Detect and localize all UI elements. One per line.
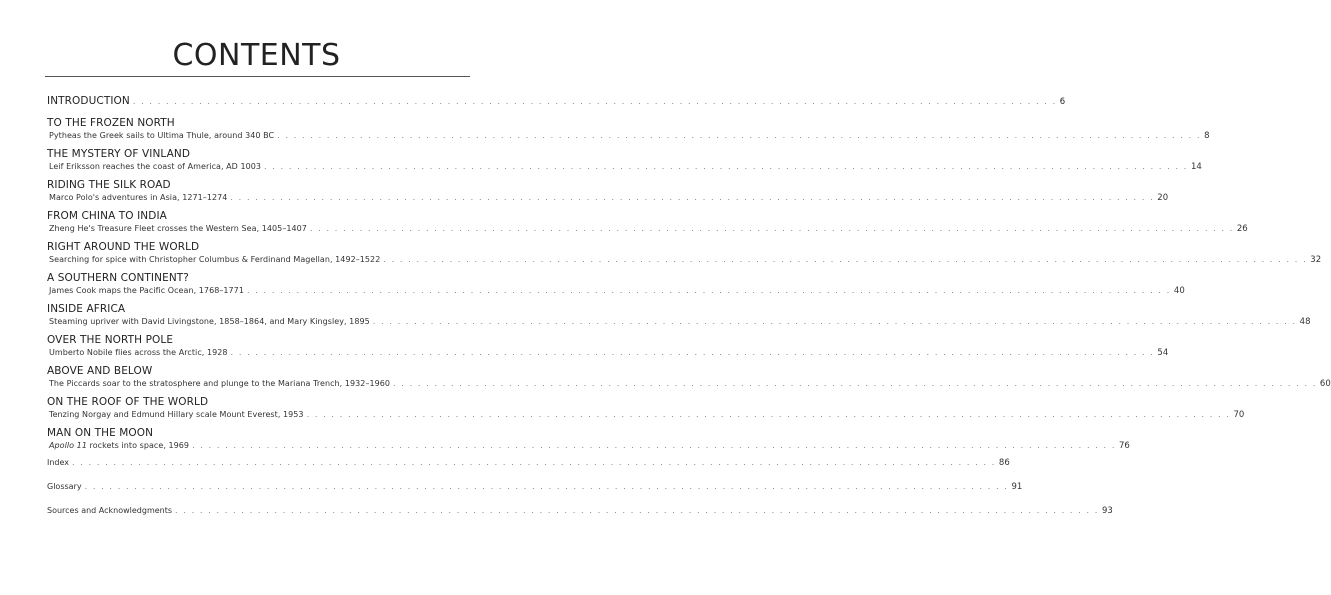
page-number: 20 xyxy=(1157,193,1169,203)
dot-leader: . . . . . . . . . . . . . . . . . . . . . . . . . . . . . . . . . . . . . . . . . . . . . . . . . . . . . . . . . . . . . . . . . . . . . . . . . . . . . . . . . . . . . . . . . . . . . . . . . . . . . . . . . . . . . . . . xyxy=(246,286,1171,295)
chapter-subtitle-line xyxy=(47,255,1322,272)
toc-entry-chapter[interactable] xyxy=(47,334,1169,365)
page-number: 86 xyxy=(998,458,1010,468)
dot-leader: . . . . . . . . . . . . . . . . . . . . . . . . . . . . . . . . . . . . . . . . . . . . . . . . . . . . . . . . . . . . . . . . . . . . . . . . . . . . . . . . . . . . . . . . . . . . . . . . . . . . . . . . . . . . . . . . xyxy=(372,317,1297,326)
dot-leader: . . . . . . . . . . . . . . . . . . . . . . . . . . . . . . . . . . . . . . . . . . . . . . . . . . . . . . . . . . . . . . . . . . . . . . . . . . . . . . . . . . . . . . . . . . . . . . . . . . . . . . . . . . . . . . . . xyxy=(84,482,1009,491)
chapter-subtitle-line xyxy=(47,410,1245,427)
chapter-subtitle-line xyxy=(47,441,1130,458)
entry-title: INTRODUCTION xyxy=(47,95,130,107)
chapter-title: A SOUTHERN CONTINENT? xyxy=(47,272,189,284)
page-number: 40 xyxy=(1173,286,1185,296)
toc-entry-chapter[interactable] xyxy=(47,179,1169,210)
toc-entry-introduction[interactable] xyxy=(47,95,1066,112)
dot-leader: . . . . . . . . . . . . . . . . . . . . . . . . . . . . . . . . . . . . . . . . . . . . . . . . . . . . . . . . . . . . . . . . . . . . . . . . . . . . . . . . . . . . . . . . . . . . . . . . . . . . . . . . . . . . . . . . xyxy=(72,458,996,467)
page-number: 76 xyxy=(1118,441,1130,451)
chapter-subtitle: Tenzing Norgay and Edmund Hillary scale Mount Everest, 1953 xyxy=(49,410,304,419)
dot-leader: . . . . . . . . . . . . . . . . . . . . . . . . . . . . . . . . . . . . . . . . . . . . . . . . . . . . . . . . . . . . . . . . . . . . . . . . . . . . . . . . . . . . . . . . . . . . . . . . . . . . . . . . . . . . . . . . xyxy=(132,97,1057,106)
chapter-subtitle: Searching for spice with Christopher Columbus & Ferdinand Magellan, 1492–1522 xyxy=(49,255,381,264)
chapter-subtitle xyxy=(49,441,189,450)
chapter-subtitle-line xyxy=(47,224,1248,241)
entry-title: Index xyxy=(47,458,70,467)
chapter-subtitle: Marco Polo's adventures in Asia, 1271–1274 xyxy=(49,193,228,202)
dot-leader: . . . . . . . . . . . . . . . . . . . . . . . . . . . . . . . . . . . . . . . . . . . . . . . . . . . . . . . . . . . . . . . . . . . . . . . . . . . . . . . . . . . . . . . . . . . . . . . . . . . . . . . . . . . . . . . . xyxy=(393,379,1317,388)
dot-leader: . . . . . . . . . . . . . . . . . . . . . . . . . . . . . . . . . . . . . . . . . . . . . . . . . . . . . . . . . . . . . . . . . . . . . . . . . . . . . . . . . . . . . . . . . . . . . . . . . . . . . . . . . . . . . . . . xyxy=(309,224,1234,233)
page-number: 32 xyxy=(1310,255,1322,265)
chapter-subtitle: Steaming upriver with David Livingstone, 1858–1864, and Mary Kingsley, 1895 xyxy=(49,317,370,326)
chapter-title: RIDING THE SILK ROAD xyxy=(47,179,171,191)
chapter-subtitle-rest: rockets into space, 1969 xyxy=(86,441,190,450)
dot-leader: . . . . . . . . . . . . . . . . . . . . . . . . . . . . . . . . . . . . . . . . . . . . . . . . . . . . . . . . . . . . . . . . . . . . . . . . . . . . . . . . . . . . . . . . . . . . . . . . . . . . . . . . . . . . . . . . xyxy=(383,255,1308,264)
chapter-subtitle-line xyxy=(47,317,1311,334)
toc-entry-chapter[interactable] xyxy=(47,396,1245,427)
toc-entry-chapter[interactable] xyxy=(47,148,1202,179)
toc-entry-chapter[interactable] xyxy=(47,427,1130,458)
page-number: 48 xyxy=(1299,317,1311,327)
toc-entry-chapter[interactable] xyxy=(47,365,1331,396)
chapter-title: MAN ON THE MOON xyxy=(47,427,154,439)
chapter-subtitle-line xyxy=(47,348,1169,365)
dot-leader: . . . . . . . . . . . . . . . . . . . . . . . . . . . . . . . . . . . . . . . . . . . . . . . . . . . . . . . . . . . . . . . . . . . . . . . . . . . . . . . . . . . . . . . . . . . . . . . . . . . . . . . . . . . . . . . . xyxy=(306,410,1231,419)
toc-entry-index[interactable] xyxy=(47,458,1010,482)
chapter-title: THE MYSTERY OF VINLAND xyxy=(47,148,191,160)
dot-leader: . . . . . . . . . . . . . . . . . . . . . . . . . . . . . . . . . . . . . . . . . . . . . . . . . . . . . . . . . . . . . . . . . . . . . . . . . . . . . . . . . . . . . . . . . . . . . . . . . . . . . . . . . . . . . . . . xyxy=(192,441,1116,450)
chapter-subtitle: The Piccards soar to the stratosphere and plunge to the Mariana Trench, 1932–1960 xyxy=(49,379,391,388)
table-of-contents xyxy=(47,95,1331,530)
page-number: 91 xyxy=(1011,482,1023,492)
chapter-subtitle-line xyxy=(47,162,1202,179)
page-number: 6 xyxy=(1059,97,1066,107)
page-number: 26 xyxy=(1236,224,1248,234)
page-number: 70 xyxy=(1233,410,1245,420)
chapter-title: ON THE ROOF OF THE WORLD xyxy=(47,396,209,408)
toc-entry-chapter[interactable] xyxy=(47,210,1248,241)
page-number: 54 xyxy=(1157,348,1169,358)
dot-leader: . . . . . . . . . . . . . . . . . . . . . . . . . . . . . . . . . . . . . . . . . . . . . . . . . . . . . . . . . . . . . . . . . . . . . . . . . . . . . . . . . . . . . . . . . . . . . . . . . . . . . . . . . . . . . . . . xyxy=(230,348,1155,357)
chapter-title: INSIDE AFRICA xyxy=(47,303,126,315)
chapter-subtitle-line xyxy=(47,286,1185,303)
chapter-title: TO THE FROZEN NORTH xyxy=(47,117,175,129)
toc-entry-chapter[interactable] xyxy=(47,117,1210,148)
toc-entry-chapter[interactable] xyxy=(47,241,1322,272)
chapter-subtitle: Pytheas the Greek sails to Ultima Thule, around 340 BC xyxy=(49,131,275,140)
title-rule xyxy=(45,76,470,77)
chapter-subtitle: Umberto Nobile flies across the Arctic, 1928 xyxy=(49,348,228,357)
entry-title: Glossary xyxy=(47,482,82,491)
toc-entry-glossary[interactable] xyxy=(47,482,1023,506)
page-number: 8 xyxy=(1204,131,1210,141)
chapter-subtitle: Zheng He's Treasure Fleet crosses the Western Sea, 1405–1407 xyxy=(49,224,307,233)
chapter-title: OVER THE NORTH POLE xyxy=(47,334,174,346)
toc-entry-sources[interactable] xyxy=(47,506,1113,530)
toc-entry-chapter[interactable] xyxy=(47,303,1311,334)
chapter-subtitle: Leif Eriksson reaches the coast of America, AD 1003 xyxy=(49,162,262,171)
chapter-title: RIGHT AROUND THE WORLD xyxy=(47,241,200,253)
page-number: 14 xyxy=(1190,162,1202,172)
chapter-subtitle-line xyxy=(47,193,1169,210)
entry-title: Sources and Acknowledgments xyxy=(47,506,173,515)
dot-leader: . . . . . . . . . . . . . . . . . . . . . . . . . . . . . . . . . . . . . . . . . . . . . . . . . . . . . . . . . . . . . . . . . . . . . . . . . . . . . . . . . . . . . . . . . . . . . . . . . . . . . . . . . . . . . . . . xyxy=(264,162,1188,171)
spacecraft-name: Apollo 11 xyxy=(49,441,87,450)
dot-leader: . . . . . . . . . . . . . . . . . . . . . . . . . . . . . . . . . . . . . . . . . . . . . . . . . . . . . . . . . . . . . . . . . . . . . . . . . . . . . . . . . . . . . . . . . . . . . . . . . . . . . . . . . . . . . . . . xyxy=(277,131,1202,140)
chapter-subtitle-line xyxy=(47,379,1331,396)
chapter-title: ABOVE AND BELOW xyxy=(47,365,153,377)
toc-entry-chapter[interactable] xyxy=(47,272,1185,303)
page-title: CONTENTS xyxy=(172,38,341,73)
page-number: 60 xyxy=(1319,379,1331,389)
dot-leader: . . . . . . . . . . . . . . . . . . . . . . . . . . . . . . . . . . . . . . . . . . . . . . . . . . . . . . . . . . . . . . . . . . . . . . . . . . . . . . . . . . . . . . . . . . . . . . . . . . . . . . . . . . . . . . . . xyxy=(230,193,1155,202)
chapter-subtitle-line xyxy=(47,131,1210,148)
chapter-subtitle: James Cook maps the Pacific Ocean, 1768–1771 xyxy=(49,286,244,295)
page-number: 93 xyxy=(1101,506,1113,516)
dot-leader: . . . . . . . . . . . . . . . . . . . . . . . . . . . . . . . . . . . . . . . . . . . . . . . . . . . . . . . . . . . . . . . . . . . . . . . . . . . . . . . . . . . . . . . . . . . . . . . . . . . . . . . . . . . . . . . . xyxy=(175,506,1099,515)
chapter-title: FROM CHINA TO INDIA xyxy=(47,210,167,222)
